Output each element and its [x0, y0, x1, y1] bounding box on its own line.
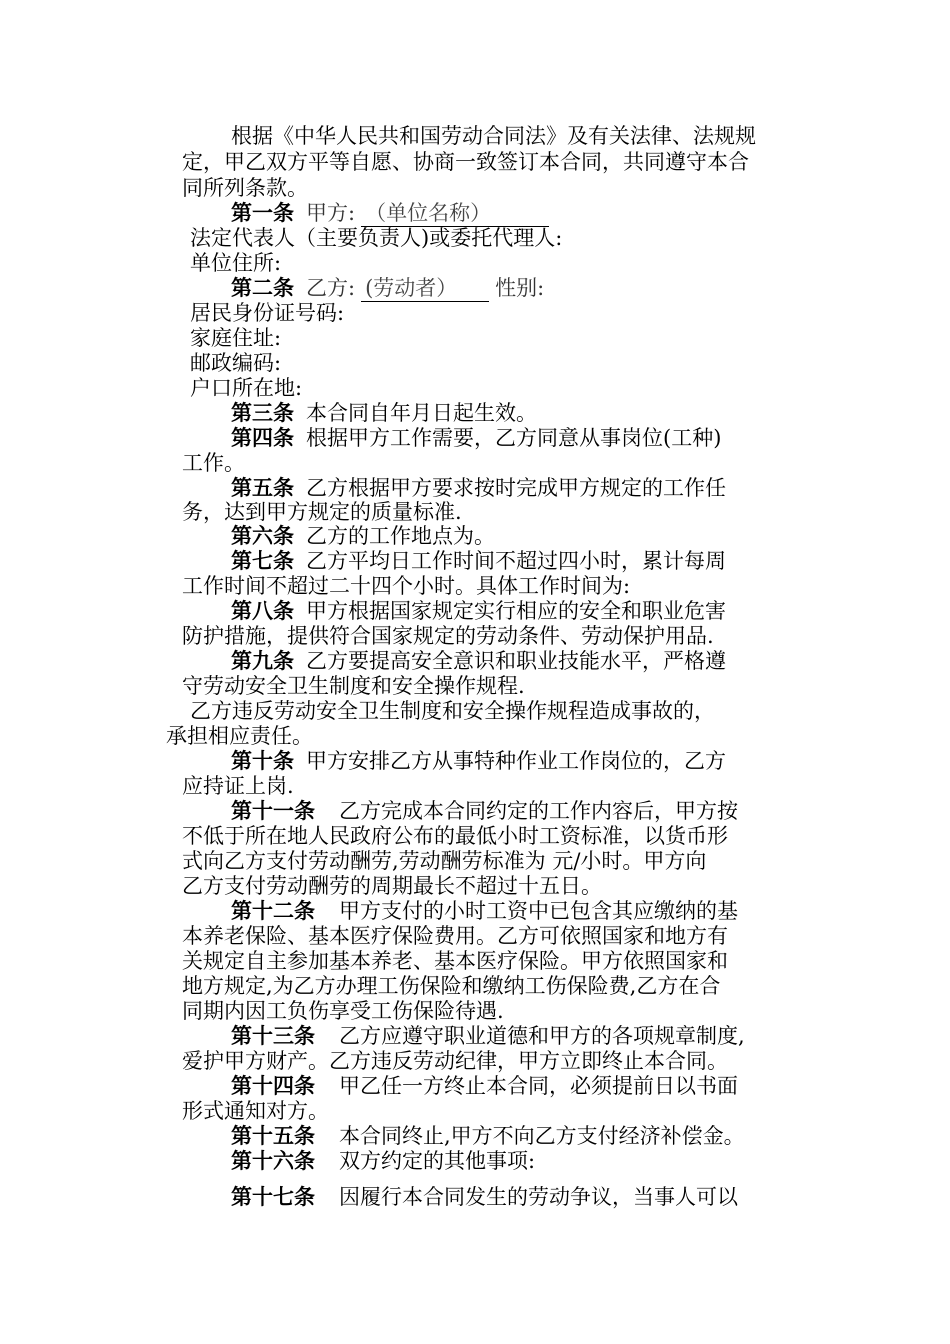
article-8-cont: 防护措施，提供符合国家规定的劳动条件、劳动保护用品. — [182, 624, 714, 648]
party-b-id-number: 居民身份证号码: — [190, 301, 345, 325]
article-number: 第十四条 — [231, 1073, 315, 1098]
article-number: 第十三条 — [231, 1023, 315, 1048]
article-text: 甲方支付的小时工资中已包含其应缴纳的基 — [339, 899, 738, 923]
article-5 — [231, 476, 726, 501]
article-number: 第十七条 — [231, 1184, 315, 1209]
article-text: 乙方根据甲方要求按时完成甲方规定的工作任 — [306, 476, 726, 500]
party-a-label: 甲方: — [306, 201, 356, 225]
party-b-hukou: 户口所在地: — [190, 376, 303, 400]
article-9-cont: 守劳动安全卫生制度和安全操作规程. — [182, 674, 525, 698]
article-text: 乙方要提高安全意识和职业技能水平，严格遵 — [306, 649, 726, 673]
article-13 — [231, 1024, 745, 1049]
preamble-line-3: 同所列条款。 — [182, 176, 308, 200]
article-5-cont: 务，达到甲方规定的质量标准. — [182, 500, 462, 524]
article-11-cont-2: 式向乙方支付劳动酬劳,劳动酬劳标准为 元/小时。甲方向 — [182, 849, 707, 873]
party-b-postal-code: 邮政编码: — [190, 351, 282, 375]
article-number: 第二条 — [231, 275, 294, 300]
article-text: 甲方安排乙方从事特种作业工作岗位的，乙方 — [306, 749, 726, 773]
article-12-cont-3: 地方规定,为乙方办理工伤保险和缴纳工伤保险费,乙方在合 — [182, 974, 721, 998]
article-7-cont: 工作时间不超过二十四个小时。具体工作时间为: — [182, 574, 631, 598]
article-9 — [231, 649, 726, 674]
article-number: 第十五条 — [231, 1123, 315, 1148]
article-text: 甲乙任一方终止本合同，必须提前日以书面 — [339, 1074, 738, 1098]
article-9-para-2-cont: 承担相应责任。 — [166, 724, 313, 748]
article-text: 甲方根据国家规定实行相应的安全和职业危害 — [306, 599, 726, 623]
preamble-line-2: 定，甲乙双方平等自愿、协商一致签订本合同，共同遵守本合 — [182, 150, 749, 174]
article-7 — [231, 549, 726, 574]
article-number: 第十一条 — [231, 798, 315, 823]
article-11 — [231, 799, 738, 824]
party-b-label: 乙方: — [306, 276, 356, 300]
article-number: 第五条 — [231, 475, 294, 500]
article-4 — [231, 426, 721, 451]
article-text: 乙方完成本合同约定的工作内容后，甲方按 — [339, 799, 738, 823]
article-text: 本合同自年月日起生效。 — [306, 401, 537, 425]
article-10-cont: 应持证上岗. — [182, 774, 294, 798]
party-b-home-address: 家庭住址: — [190, 326, 282, 350]
article-text: 因履行本合同发生的劳动争议，当事人可以 — [339, 1185, 738, 1209]
article-11-cont-3: 乙方支付劳动酬劳的周期最长不超过十五日。 — [182, 874, 602, 898]
article-11-cont-1: 不低于所在地人民政府公布的最低小时工资标准，以货币形 — [182, 824, 728, 848]
article-17 — [231, 1185, 738, 1210]
party-a-representative: 法定代表人（主要负责人)或委托代理人: — [190, 226, 563, 250]
article-4-cont: 工作。 — [182, 451, 245, 475]
article-number: 第十条 — [231, 748, 294, 773]
article-text: 乙方平均日工作时间不超过四小时，累计每周 — [306, 549, 726, 573]
article-12-cont-2: 关规定自主参加基本养老、基本医疗保险。甲方依照国家和 — [182, 949, 728, 973]
article-text: 双方约定的其他事项: — [339, 1149, 536, 1173]
party-a-name-field: （单位名称） — [361, 201, 549, 227]
article-number: 第四条 — [231, 425, 294, 450]
article-14 — [231, 1074, 738, 1099]
article-number: 第十六条 — [231, 1148, 315, 1173]
article-number: 第一条 — [231, 200, 294, 225]
party-a-address: 单位住所: — [190, 251, 282, 275]
article-text: 根据甲方工作需要，乙方同意从事岗位(工种) — [306, 426, 722, 450]
article-12-cont-1: 本养老保险、基本医疗保险费用。乙方可依照国家和地方有 — [182, 924, 728, 948]
article-9-para-2: 乙方违反劳动安全卫生制度和安全操作规程造成事故的， — [190, 699, 715, 723]
article-number: 第三条 — [231, 400, 294, 425]
article-10 — [231, 749, 726, 774]
article-text: 本合同终止,甲方不向乙方支付经济补偿金。 — [339, 1124, 745, 1148]
article-12 — [231, 899, 738, 924]
article-16 — [231, 1149, 535, 1174]
article-12-cont-4: 同期内因工负伤享受工伤保险待遇. — [182, 999, 504, 1023]
article-14-cont: 形式通知对方。 — [182, 1099, 329, 1123]
article-6 — [231, 524, 495, 549]
article-1 — [231, 201, 549, 227]
article-8 — [231, 599, 726, 624]
article-15 — [231, 1124, 745, 1149]
article-number: 第九条 — [231, 648, 294, 673]
preamble-line-1: 根据《中华人民共和国劳动合同法》及有关法律、法规规 — [231, 124, 756, 148]
article-number: 第八条 — [231, 598, 294, 623]
gender-label: 性别: — [495, 276, 545, 300]
article-13-cont: 爱护甲方财产。乙方违反劳动纪律，甲方立即终止本合同。 — [182, 1049, 728, 1073]
article-number: 第十二条 — [231, 898, 315, 923]
article-2 — [231, 276, 544, 302]
article-text: 乙方的工作地点为。 — [306, 524, 495, 548]
article-3 — [231, 401, 537, 426]
article-number: 第六条 — [231, 523, 294, 548]
article-number: 第七条 — [231, 548, 294, 573]
article-text: 乙方应遵守职业道德和甲方的各项规章制度, — [339, 1024, 745, 1048]
party-b-name-field: (劳动者） — [361, 276, 489, 302]
